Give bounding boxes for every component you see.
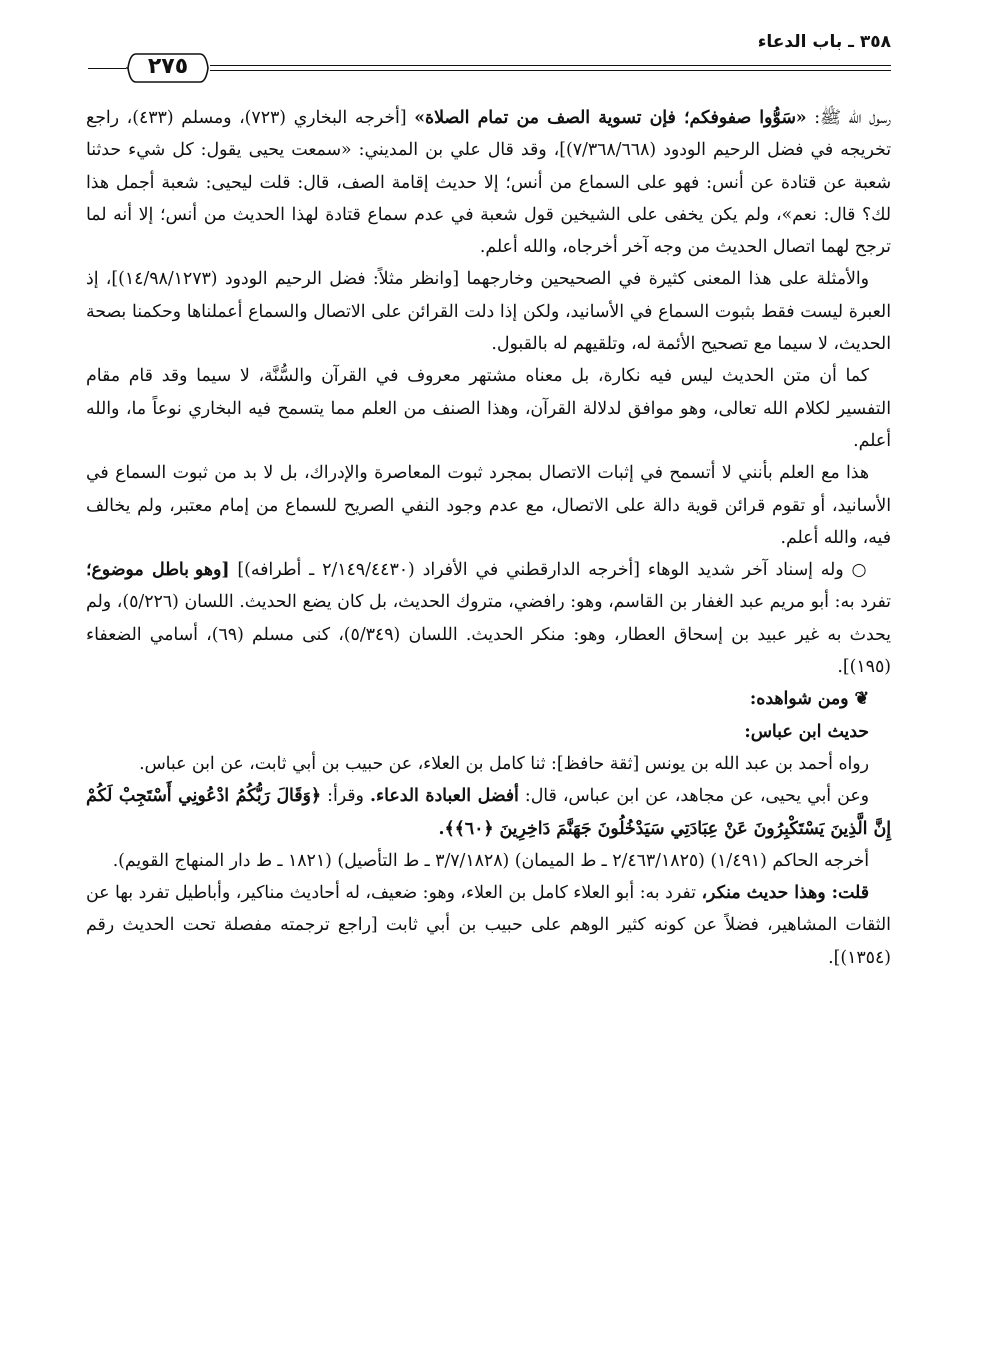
page-body — [86, 102, 891, 974]
text-run: وقرأ: — [321, 786, 370, 807]
bold-text: حديث ابن عباس: — [744, 721, 869, 742]
text-run: هذا مع العلم بأنني لا أتسمح في إثبات الاتصال بمجرد ثبوت المعاصرة والإدراك، بل لا بد من ثبوت السماع في الأسانيد، أو تقوم قرائن قوية دالة على الاتصال، مع عدم وجود النفي الصريح للسماع من إمام معتبر، ولم يخالف فيه، والله أعلم. — [86, 463, 891, 548]
text-run: كما أن متن الحديث ليس فيه نكارة، بل معناه مشتهر معروف في القرآن والسُّنَّة، لا سيما وقد قام مقام التفسير لكلام الله تعالى، وهو موافق لدلالة القرآن، وهذا الصنف من العلم مما يتسمح فيه البخاري نوعاً ما، والله أعلم. — [86, 366, 891, 451]
header-rule-bottom — [210, 70, 891, 71]
paragraph — [86, 845, 891, 877]
bold-text: ﴿وَقَالَ رَبُّكُمُ ادْعُونِي أَسْتَجِبْ لَكُمْ إِنَّ الَّذِينَ يَسْتَكْبِرُونَ عَنْ عِبَادَتِي سَيَدْخُلُونَ جَهَنَّمَ دَاخِرِينَ ﴿٦٠﴾﴾. — [86, 786, 891, 839]
page-header — [88, 28, 891, 98]
paragraph — [86, 683, 891, 715]
paragraph — [86, 102, 891, 263]
paragraph — [86, 877, 891, 974]
paragraph — [86, 263, 891, 360]
paragraph — [86, 716, 891, 748]
bold-text: قلت: وهذا حديث منكر، — [701, 883, 870, 904]
running-title: ٣٥٨ ـ باب الدعاء — [757, 32, 891, 52]
header-rule-top — [210, 65, 891, 66]
page-number: ٢٧٥ — [147, 54, 189, 79]
paragraph — [86, 360, 891, 457]
text-run: أخرجه الحاكم (١/٤٩١) (٢/٤٦٣/١٨٢٥ ـ ط الميمان) (٣/٧/١٨٢٨ ـ ط التأصيل) (١٨٢١ ـ ط دار المنهاج القويم). — [112, 850, 869, 871]
bold-text: «سَوُّوا صفوفكم؛ فإن تسوية الصف من تمام الصلاة» — [414, 108, 807, 128]
paragraph — [86, 748, 891, 780]
text-run: [أخرجه البخاري (٧٢٣)، ومسلم (٤٣٣)، راجع تخريجه في فضل الرحيم الودود (٧/٣٦٨/٦٦٨)]، وقد قال علي بن المديني: «سمعت يحيى يقول: كل شيء حدثنا شعبة عن قتادة عن أنس: فهو على السماع من أنس؛ إلا حديث إقامة الصف، قال: قلت ليحيى: شعبة أجمل هذا لك؟ قال: نعم»، ولم يكن يخفى على الشيخين قول شعبة في عدم سماع قتادة لهذا الحديث من أنس؛ إلا أنه لما ترجح لهما اتصال الحديث من وجه آخر أخرجاه، والله أعلم. — [86, 108, 892, 258]
paragraph — [86, 457, 891, 554]
paragraph — [86, 554, 891, 683]
text-run: تفرد به: أبو مريم عبد الغفار بن القاسم، وهو: رافضي، متروك الحديث، بل كان يضع الحديث. اللسان (٥/٢٢٦)، ولم يحدث به غير عبيد بن إسحاق العطار، وهو: منكر الحديث. اللسان (٥/٣٤٩)، كنى مسلم (٦٩)، أسامي الضعفاء (١٩٥)]. — [86, 592, 891, 678]
bold-text: [وهو باطل موضوع؛ — [86, 560, 230, 581]
text-run: تفرد به: أبو العلاء كامل بن العلاء، وهو: ضعيف، له أحاديث مناكير، وأباطيل تفرد بها عن الثقات المشاهير، فضلاً عن كونه كثير الوهم على حبيب بن أبي ثابت [راجع ترجمته مفصلة تحت الحديث رقم (١٣٥٤)]. — [86, 883, 891, 968]
text-run: رسول الله ﷺ: — [806, 108, 891, 128]
text-run: ○ وله إسناد آخر شديد الوهاء [أخرجه الدارقطني في الأفراد (٢/١٤٩/٤٤٣٠ ـ أطرافه)] — [229, 560, 870, 581]
bold-text: أفضل العبادة الدعاء. — [369, 786, 519, 807]
header-rule-left — [88, 68, 126, 69]
text-run: رواه أحمد بن عبد الله بن يونس [ثقة حافظ]: ثنا كامل بن العلاء، عن حبيب بن أبي ثابت، عن ابن عباس. — [139, 753, 869, 774]
paragraph — [86, 780, 891, 845]
text-run: وعن أبي يحيى، عن مجاهد، عن ابن عباس، قال: — [518, 786, 869, 807]
text-run: والأمثلة على هذا المعنى كثيرة في الصحيحين وخارجهما [وانظر مثلاً: فضل الرحيم الودود (١٤/٩٨/١٢٧٣)]، إذ العبرة ليست فقط بثبوت السماع في الأسانيد، ولكن إذا دلت القرائن على الاتصال والسماع أعملناها وحكمنا بصحة الحديث، لا سيما مع تصحيح الأئمة له، وتلقيهم له بالقبول. — [86, 269, 891, 355]
bold-text: ❦ ومن شواهده: — [749, 689, 869, 710]
page-number-frame — [126, 50, 210, 86]
